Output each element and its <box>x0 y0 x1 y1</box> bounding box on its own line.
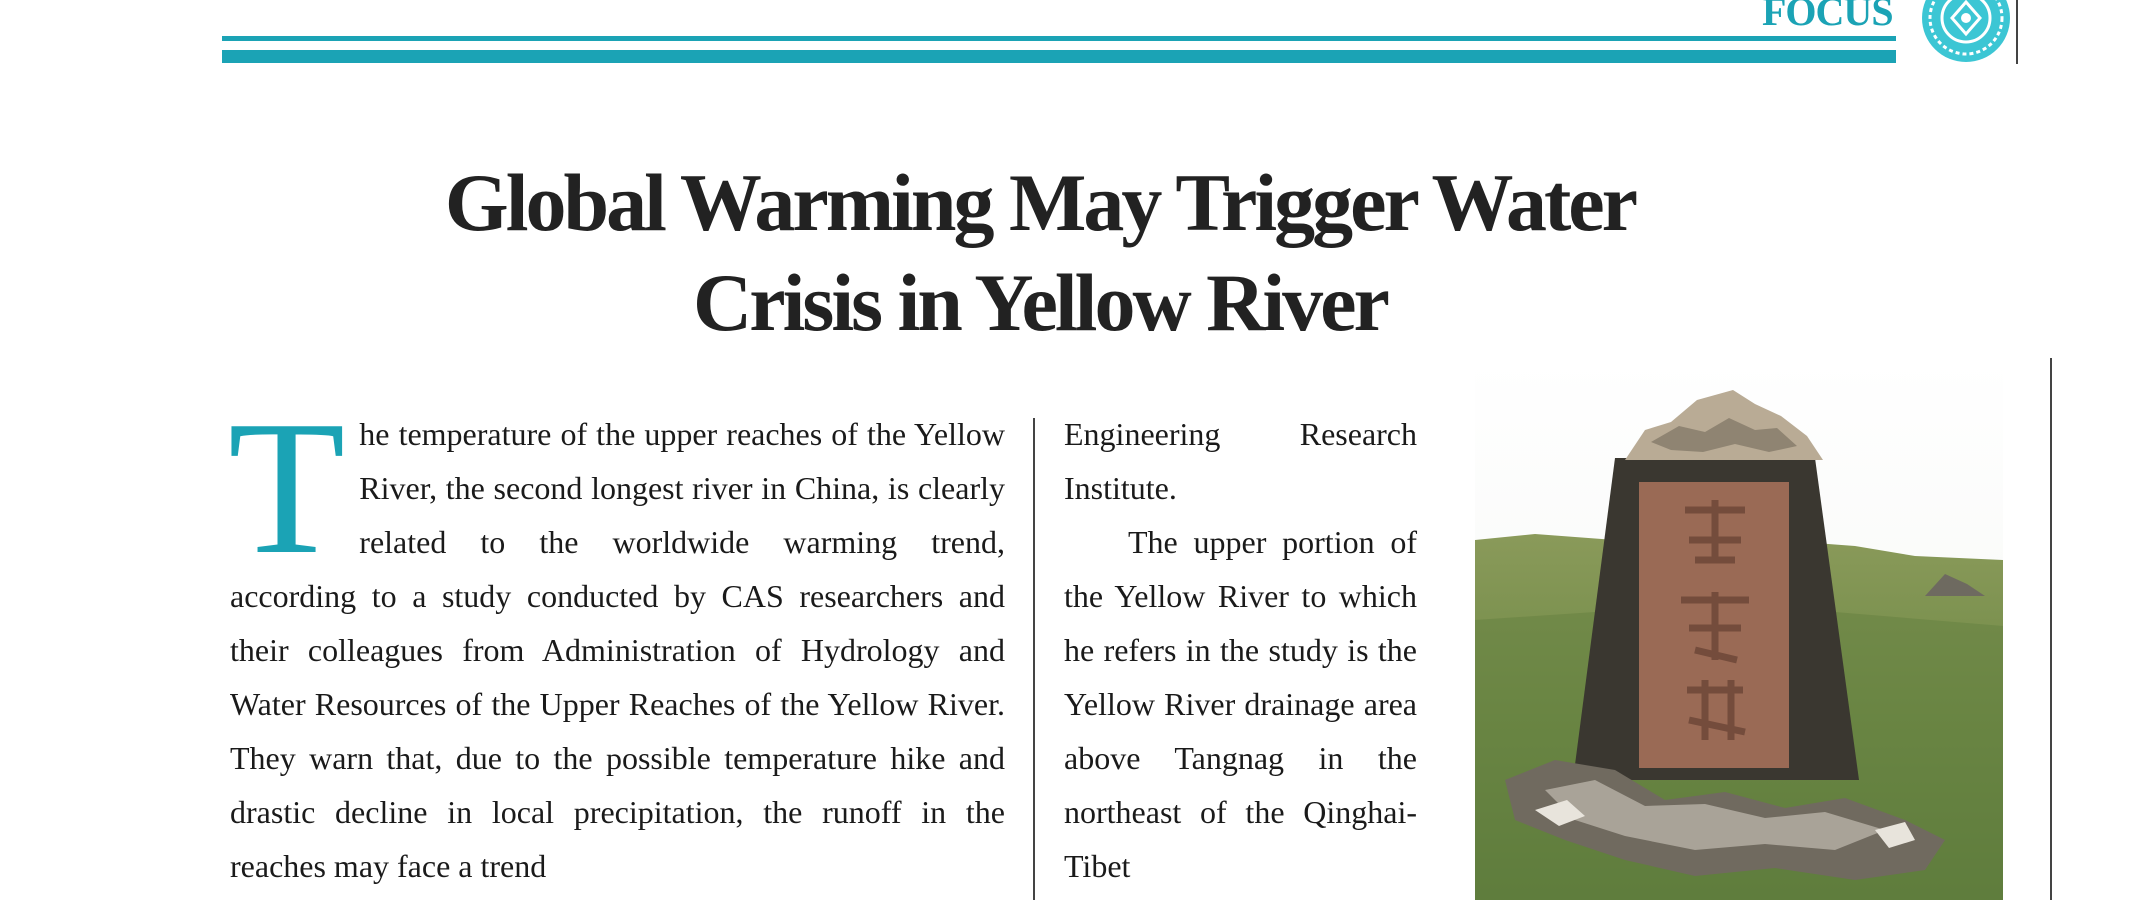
header-divider <box>2016 0 2018 64</box>
column-2-paragraph-1: Engineering Research Institute. <box>1064 416 1417 506</box>
cas-emblem-icon <box>1918 0 2014 66</box>
article-column-1 <box>228 381 1005 893</box>
article-column-2 <box>1064 407 1417 893</box>
title-line-1: Global Warming May Trigger Water <box>444 157 1636 248</box>
drop-cap: T <box>228 381 346 594</box>
stone-monument-photo <box>1475 360 2003 900</box>
title-line-2: Crisis in Yellow River <box>693 257 1387 348</box>
header-rule-thick <box>222 50 1896 63</box>
column-divider <box>1033 418 1035 900</box>
section-label: FOCUS <box>1762 0 1893 34</box>
header-rule-thin <box>222 36 1896 41</box>
photo-edge-line <box>2050 358 2052 900</box>
article-title <box>330 153 1750 353</box>
column-2-paragraph-2: The upper portion of the Yellow River to which he refers in the study is the Yellow River drainage area above Tangnag in the northeast of the Qinghai-Tibet <box>1064 524 1417 884</box>
column-1-text: he temperature of the upper reaches of the Yellow River, the second longest river in China, is clearly related to the worldwide warming trend, according to a study conducted by CAS researchers and their colleagues from Administration of Hydrology and Water Resources of the Upper Reaches of the Yellow River. They warn that, due to the possible temperature hike and drastic decline in local precipitation, the runoff in the reaches may face a trend <box>230 416 1005 884</box>
